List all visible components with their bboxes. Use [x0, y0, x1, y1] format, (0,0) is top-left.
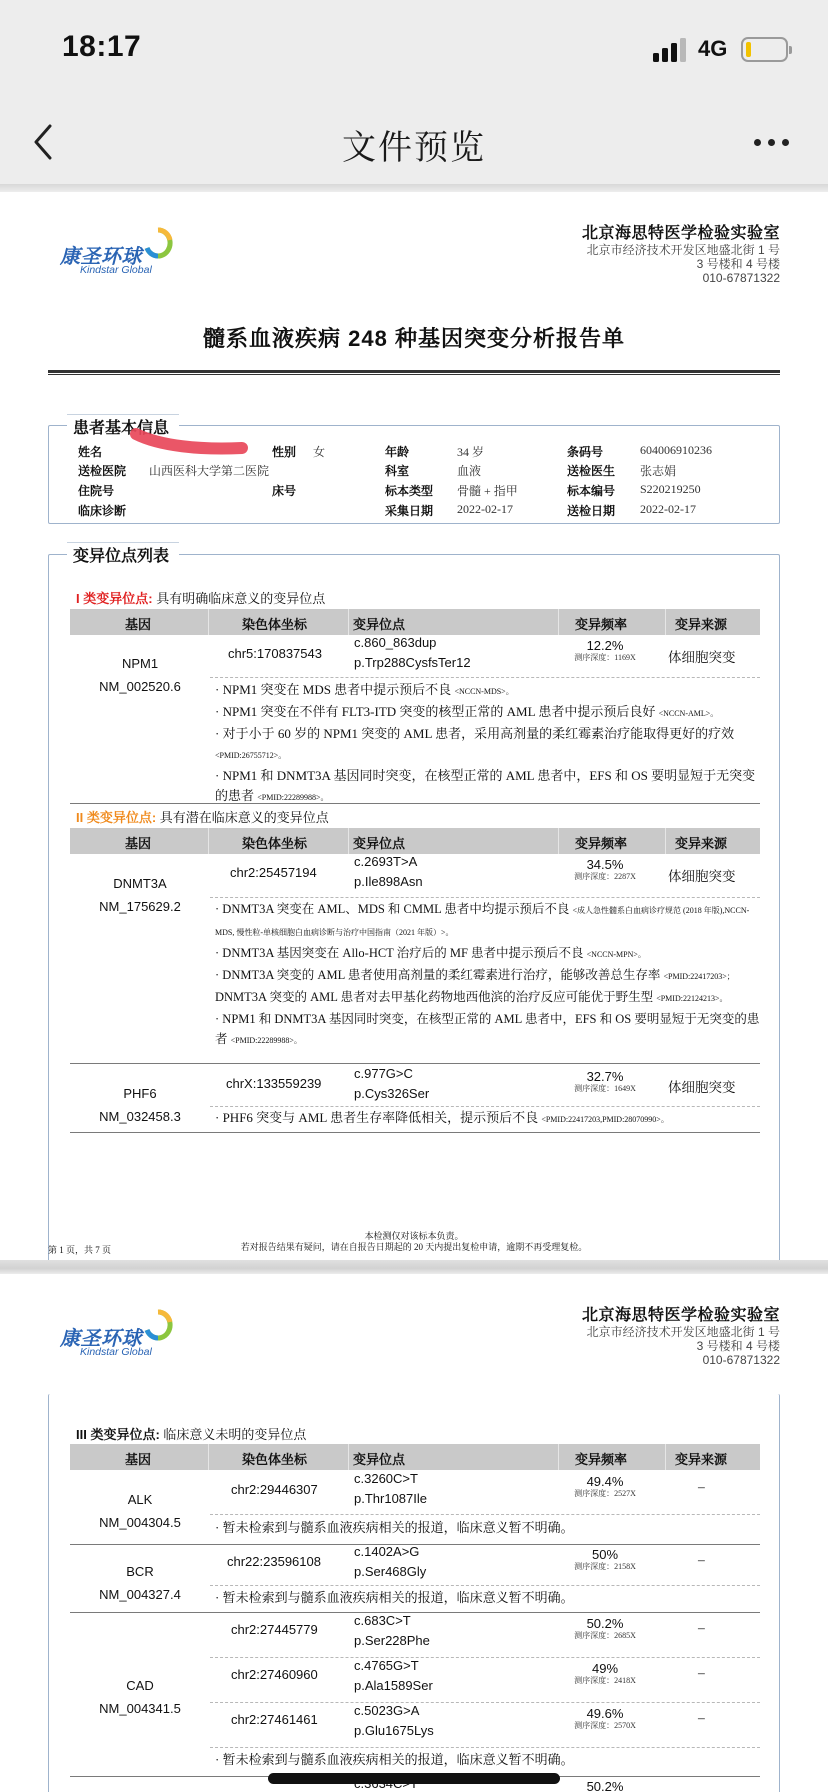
status-bar [0, 0, 828, 100]
variant-source: – [698, 1552, 705, 1567]
chrom-coord: chr2:27445779 [231, 1622, 318, 1637]
table-header: 基因 染色体坐标 变异位点 变异频率 变异来源 [70, 609, 760, 635]
chrom-coord: chr5:170837543 [228, 646, 322, 661]
protein-change: p.Ser468Gly [354, 1564, 427, 1579]
chrom-coord: chr2:27460960 [231, 1667, 318, 1682]
gene-name: PHF6 [123, 1086, 157, 1101]
protein-change: p.Ser228Phe [354, 1633, 430, 1648]
table-header: 基因 染色体坐标 变异位点 变异频率 变异来源 [70, 828, 760, 854]
battery-icon [741, 37, 788, 62]
protein-change: p.Ala1589Ser [354, 1678, 433, 1693]
network-type: 4G [698, 36, 728, 61]
variant-frequency: 50.2% 测序深度：2685X [574, 1616, 636, 1640]
redaction-scribble [130, 428, 250, 460]
variant-frequency: 49% 测序深度：2418X [574, 1661, 636, 1685]
sample-type-value: 骨髓 + 指甲 [457, 484, 518, 498]
protein-change: p.Cys326Ser [354, 1086, 430, 1101]
transcript: NM_002520.6 [99, 679, 181, 694]
transcript: NM_004327.4 [99, 1587, 181, 1602]
gene-name: NPM1 [121, 656, 159, 671]
lab-info: 北京海思特医学检验实验室 北京市经济技术开发区地盛北街 1 号 3 号楼和 4 号楼 010-67871322 [581, 225, 780, 285]
barcode-value: 604006910236 [640, 443, 712, 457]
report-title: 髓系血液疾病 248 种基因突变分析报告单 [203, 326, 625, 351]
clinical-notes: · 暂未检索到与髓系血液疾病相关的报道，临床意义暂不明确。 [215, 1752, 574, 1767]
chrom-coord: chr22:23596108 [227, 1554, 321, 1569]
clinical-notes: · 暂未检索到与髓系血液疾病相关的报道，临床意义暂不明确。 [215, 1520, 574, 1535]
variants-title: 变异位点列表 [67, 542, 179, 566]
doctor-value: 张志娟 [640, 464, 677, 478]
variant-frequency: 50.2% [586, 1779, 624, 1792]
signal-icon [653, 38, 689, 62]
protein-change: p.Thr1087Ile [354, 1491, 427, 1506]
variant-source: – [698, 1620, 705, 1635]
variant-source: 体细胞突变 [668, 1080, 736, 1095]
page-title: 文件预览 [342, 129, 486, 167]
cdna-change: c.5023G>A [354, 1703, 420, 1718]
sample-no-value: S220219250 [640, 482, 701, 496]
nav-divider [0, 184, 828, 192]
table-header: 基因 染色体坐标 变异位点 变异频率 变异来源 [70, 1444, 760, 1470]
gene-name: BCR [126, 1564, 154, 1579]
gene-name: DNMT3A [113, 876, 167, 891]
logo-ring-icon [143, 226, 173, 260]
variant-frequency: 12.2% 测序深度：1169X [574, 638, 636, 662]
clinical-notes: · 暂未检索到与髓系血液疾病相关的报道，临床意义暂不明确。 [215, 1590, 574, 1605]
gene-name: CAD [126, 1678, 154, 1693]
variant-frequency: 32.7% 测序深度：1649X [574, 1069, 636, 1093]
more-button[interactable] [750, 130, 794, 154]
collect-date-value: 2022-02-17 [457, 502, 513, 516]
transcript: NM_175629.2 [99, 899, 181, 914]
clinical-notes: · NPM1 突变在 MDS 患者中提示预后不良 <NCCN-MDS>。 · NPM1 突变在不伴有 FLT3-ITD 突变的核型正常的 AML 患者中提示预后良好 <NCCN-AML>。 · 对于小于 60 岁的 NPM1 突变的 AML 患者，采用高剂量的柔红霉素治疗能取得更好的疗效 <PMID:26755712>。 · NPM1 和 DNMT3A 基因同时突变，在核型正常的 AML 患者中，EFS 和 OS 要明显短于无突变的患者 <PMID:22289988>。 [215, 682, 756, 803]
nav-bar [0, 100, 828, 188]
more-horizontal-icon [754, 139, 761, 146]
page-number: 第 1 页，共 7 页 [48, 1245, 112, 1255]
variant-frequency: 34.5% 测序深度：2287X [574, 857, 636, 881]
transcript: NM_004304.5 [99, 1515, 181, 1530]
gene-name: ALK [127, 1492, 153, 1507]
transcript: NM_004341.5 [99, 1701, 181, 1716]
category-1-label: I 类变异位点: 具有明确临床意义的变异位点 [76, 591, 326, 606]
document-page-2[interactable] [0, 1274, 828, 1792]
kindstar-logo: 康圣环球 Kindstar Global [58, 1306, 178, 1361]
cdna-change: c.3260C>T [354, 1471, 418, 1486]
age-value: 34 岁 [457, 445, 485, 459]
document-page-1[interactable]: 康圣环球 Kindstar Global 北京海思特医学检验实验室 北京市经济技术开发区地盛北街 1 号 3 号楼和 4 号楼 010-67871322 髓系血液疾病 248 种基因突变分析报告单 患者基本信息 姓名 性别 女 年龄 34 岁 条码号 604006910236 送检医院 山西医科大学第二医院 科室 血液 送检医生 张志娟 住院号 床号 标本类型 骨髓 + 指甲 标本编号 S220219250 临床诊断 采集日期 2022-02-17 送检日期 2022-02-17 变异位点列表 I 类变异位点: 具有明确临床意义的变异位点 基因 染色体坐标 变异位点 变异频率 变异来源 NPM1 NM_002520.6 chr5:170837543 c.860_863dup p.Trp288CysfsTer12 12.2% 测序深度：1169X 体细胞突变 · NPM1 突变在 MDS 患者中提示预后不良 <NCCN-MDS>。 · NPM1 突变在不伴有 FLT3-ITD 突变的核型正常的 AML 患者中提示预后良好 <NCCN-AML>。 · 对于小于 60 岁的 NPM1 突变的 AML 患者，采用高剂量的柔红霉素治疗能取得更好的疗效 <PMID:26755712>。 · NPM1 和 DNMT3A 基因同时突变，在核型正常的 AML 患者中，EFS 和 OS 要明显短于无突变的患者 <PMID:22289988>。 II 类变异位点: 具有潜在临床意义的变异位点 基因 染色体坐标 变异位点 变异频率 变异来源 DNMT3A NM_175629.2 chr2:25457194 c.2693T>A p.Ile898Asn 34.5% 测序深度：2287X 体细胞突变 · DNMT3A 突变在 AML、MDS 和 CMML 患者中均提示预后不良 <成人急性髓系白血病诊疗规范 (2018 年版),NCCN-MDS, 慢性粒-单核细胞白血病诊断与治疗中国指南（2021 年版）>。 · DNMT3A 基因突变在 Allo-HCT 治疗后的 MF 患者中提示预后不良 <NCCN-MPN>。 · DNMT3A 突变的 AML 患者使用高剂量的柔红霉素进行治疗，能够改善总生存率 <PMID:22417203>； DNMT3A 突变的 AML 患者对去甲基化药物地西他滨的治疗反应可能优于野生型 <PMID:22124213>。 · NPM1 和 DNMT3A 基因同时突变，在核型正常的 AML 患者中，EFS 和 OS 要明显短于无突变的患者 <PMID:22289988>。 PHF6 NM_032458.3 chrX:133559239 c.977G>C p.Cys326Ser 32.7% 测序深度：1649X 体细胞突变 · PHF6 突变与 AML 患者生存率降低相关，提示预后不良 <PMID:22417203,PMID:28070990>。 本检测仅对该标本负责。 若对报告结果有疑问，请在自报告日期起的 20 天内提出复检申请，逾期不再受理复检。 第 1 页，共 7 页 [0, 192, 828, 1260]
variant-source: 体细胞突变 [668, 869, 736, 884]
category-3-label: III 类变异位点: 临床意义未明的变异位点 [76, 1427, 307, 1442]
cdna-change: c.977G>C [354, 1066, 413, 1081]
category-2-label: II 类变异位点: 具有潜在临床意义的变异位点 [76, 810, 329, 825]
logo-ring-icon [143, 1308, 173, 1342]
variant-source: – [698, 1710, 705, 1725]
protein-change: p.Glu1675Lys [354, 1723, 434, 1738]
transcript: NM_032458.3 [99, 1109, 181, 1124]
cdna-change: c.4765G>T [354, 1658, 419, 1673]
variant-frequency: 49.6% 测序深度：2570X [574, 1706, 636, 1730]
hospital-value: 山西医科大学第二医院 [149, 464, 270, 478]
cdna-change: c.2693T>A [354, 854, 418, 869]
variant-frequency: 49.4% 测序深度：2527X [574, 1474, 636, 1498]
cdna-change: c.860_863dup [354, 635, 437, 650]
variant-frequency: 50% 测序深度：2158X [574, 1547, 636, 1571]
variant-source: – [698, 1665, 705, 1680]
variant-source: – [698, 1479, 705, 1494]
chrom-coord: chr2:29446307 [231, 1482, 318, 1497]
title-divider [48, 370, 780, 375]
protein-change: p.Ile898Asn [354, 874, 423, 889]
cdna-change: c.1402A>G [354, 1544, 420, 1559]
dept-value: 血液 [457, 464, 482, 478]
chrom-coord: chrX:133559239 [226, 1076, 322, 1091]
home-indicator[interactable] [268, 1773, 560, 1784]
page-separator [0, 1260, 828, 1274]
chrom-coord: chr2:27461461 [231, 1712, 318, 1727]
lab-info: 北京海思特医学检验实验室 北京市经济技术开发区地盛北街 1 号 3 号楼和 4 号楼 010-67871322 [581, 1307, 780, 1367]
variant-source: 体细胞突变 [668, 650, 736, 665]
submit-date-value: 2022-02-17 [640, 502, 696, 516]
chrom-coord: chr2:25457194 [230, 865, 317, 880]
status-time: 18:17 [62, 30, 142, 63]
clinical-notes: · PHF6 突变与 AML 患者生存率降低相关，提示预后不良 <PMID:22417203,PMID:28070990>。 [215, 1110, 669, 1125]
clinical-notes: · DNMT3A 突变在 AML、MDS 和 CMML 患者中均提示预后不良 <成人急性髓系白血病诊疗规范 (2018 年版),NCCN-MDS, 慢性粒-单核细胞白血病诊断与治疗中国指南（2021 年版）>。 · DNMT3A 基因突变在 Allo-HCT 治疗后的 MF 患者中提示预后不良 <NCCN-MPN>。 · DNMT3A 突变的 AML 患者使用高剂量的柔红霉素进行治疗，能够改善总生存率 <PMID:22417203>； DNMT3A 突变的 AML 患者对去甲基化药物地西他滨的治疗反应可能优于野生型 <PMID:22124213>。 · NPM1 和 DNMT3A 基因同时突变，在核型正常的 AML 患者中，EFS 和 OS 要明显短于无突变的患者 <PMID:22289988>。 [215, 902, 760, 1046]
page-footer: 本检测仅对该标本负责。 若对报告结果有疑问，请在自报告日期起的 20 天内提出复检申请，逾期不再受理复检。 [240, 1231, 588, 1252]
gender-value: 女 [313, 445, 326, 459]
patient-info-title: 患者基本信息 [67, 414, 179, 438]
protein-change: p.Trp288CysfsTer12 [354, 655, 471, 670]
cdna-change: c.683C>T [354, 1613, 411, 1628]
kindstar-logo: 康圣环球 Kindstar Global [58, 224, 178, 279]
